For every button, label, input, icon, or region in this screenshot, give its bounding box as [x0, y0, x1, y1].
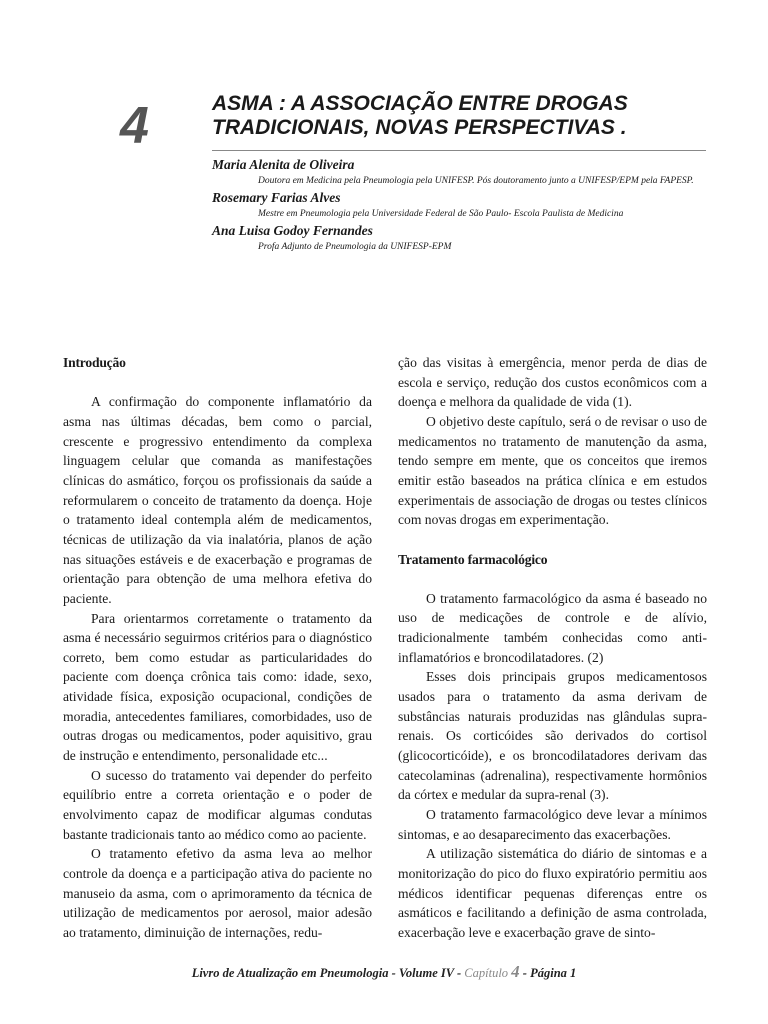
author-block	[212, 189, 712, 220]
spacer	[398, 569, 707, 589]
page-footer	[0, 962, 768, 982]
body-paragraph: O objetivo deste capítulo, será o de revisar o uso de medicamentos no tratamento de manutenção da asma, tendo sempre em mente, que os conceitos que iremos emitir estão baseados na prática clínica e em estudos experimentais de associação de drogas ou testes clínicos com novas drogas em experimentação.	[398, 413, 707, 528]
author-name: Rosemary Farias Alves	[212, 190, 341, 205]
spacer	[398, 530, 707, 550]
body-paragraph: Para orientarmos corretamente o tratamento da asma é necessário seguirmos critérios para o diagnóstico correto, bem como estudar as particularidades do paciente com doença crônica tais como: idade, sexo, atividade física, exposição ocupacional, condições de moradia, antecedentes familiares, comorbidades, uso de outras drogas ou medicamentos, poder aquisitivo, grau de instrução e entendimento, personalidade etc...	[63, 610, 372, 764]
title-rule	[212, 150, 706, 151]
footer-book-title: Livro de Atualização em Pneumologia - Volume IV -	[191, 966, 462, 980]
author-block	[212, 222, 712, 253]
body-paragraph: O tratamento farmacológico da asma é baseado no uso de medicações de controle e de alívio, tradicionalmente também conhecidas como anti-inflamatórios e broncodilatadores. (2)	[398, 590, 707, 665]
body-paragraph: A utilização sistemática do diário de sintomas e a monitorização do pico do fluxo expiratório permitiu aos médicos identificar pequenas diferenças entre os asmáticos e facilitando a definição de asma controlada, exacerbação leve e exacerbação grave de sinto-	[398, 846, 707, 940]
author-name: Ana Luisa Godoy Fernandes	[212, 223, 373, 238]
title-line-2: TRADICIONAIS, NOVAS PERSPECTIVAS .	[212, 116, 627, 139]
author-block	[212, 156, 712, 187]
author-list	[212, 156, 712, 255]
author-affiliation: Doutora em Medicina pela Pneumologia pela UNIFESP. Pós doutoramento junto a UNIFESP/EPM pela FAPESP.	[258, 176, 694, 186]
section-heading-introduction: Introdução	[63, 355, 126, 370]
right-column	[398, 353, 707, 943]
title-line-1: ASMA : A ASSOCIAÇÃO ENTRE DROGAS	[212, 92, 628, 115]
body-paragraph: O sucesso do tratamento vai depender do perfeito equilíbrio entre a correta orientação e o poder de envolvimento capaz de modificar algumas condutas bastante tradicionais tanto ao médico como ao paciente.	[63, 767, 372, 842]
spacer	[63, 373, 372, 393]
left-column	[63, 353, 372, 943]
chapter-number: 4	[120, 97, 149, 155]
chapter-title	[212, 92, 712, 140]
author-affiliation: Mestre em Pneumologia pela Universidade Federal de São Paulo- Escola Paulista de Medicina	[258, 209, 624, 219]
section-heading-pharmacological: Tratamento farmacológico	[398, 551, 548, 567]
body-paragraph: A confirmação do componente inflamatório da asma nas últimas décadas, bem como o parcial, crescente e progressivo entendimento da complexa linguagem celular que comanda as manifestações clínicas do asmático, forçou os profissionais da saúde a reformularem o conceito de tratamento da doença. Hoje o tratamento ideal contempla além de medicamentos, técnicas de utilização da via inalatória, planos de ação nas situações estáveis e de exacerbação e programas de orientação para obtenção de uma melhora efetiva do paciente.	[63, 394, 372, 606]
footer-chapter-number: 4	[511, 962, 520, 981]
continued-paragraph: ção das visitas à emergência, menor perda de dias de escola e serviço, redução dos custos econômicos com a doença e melhora da qualidade de vida (1).	[398, 355, 707, 410]
footer-chapter-label: Capítulo	[464, 966, 509, 980]
body-paragraph: Esses dois principais grupos medicamentosos usados para o tratamento da asma derivam de substâncias naturais produzidas nas glândulas supra-renais. Os corticóides são derivados do cortisol (glicocorticóide), e os broncodilatadores derivam das catecolaminas (adrenalina), respectivamente hormônios da córtex e medular da supra-renal (3).	[398, 669, 707, 803]
author-name: Maria Alenita de Oliveira	[212, 157, 355, 172]
footer-page-number: - Página 1	[522, 966, 577, 980]
body-paragraph: O tratamento farmacológico deve levar a mínimos sintomas, e ao desaparecimento das exacerbações.	[398, 807, 707, 842]
author-affiliation: Profa Adjunto de Pneumologia da UNIFESP-EPM	[258, 242, 452, 252]
body-paragraph: O tratamento efetivo da asma leva ao melhor controle da doença e a participação ativa do paciente no manuseio da asma, com o aprimoramento da técnica de utilização de medicamentos por aerosol, maior adesão ao tratamento, diminuição de internações, redu-	[63, 846, 372, 940]
